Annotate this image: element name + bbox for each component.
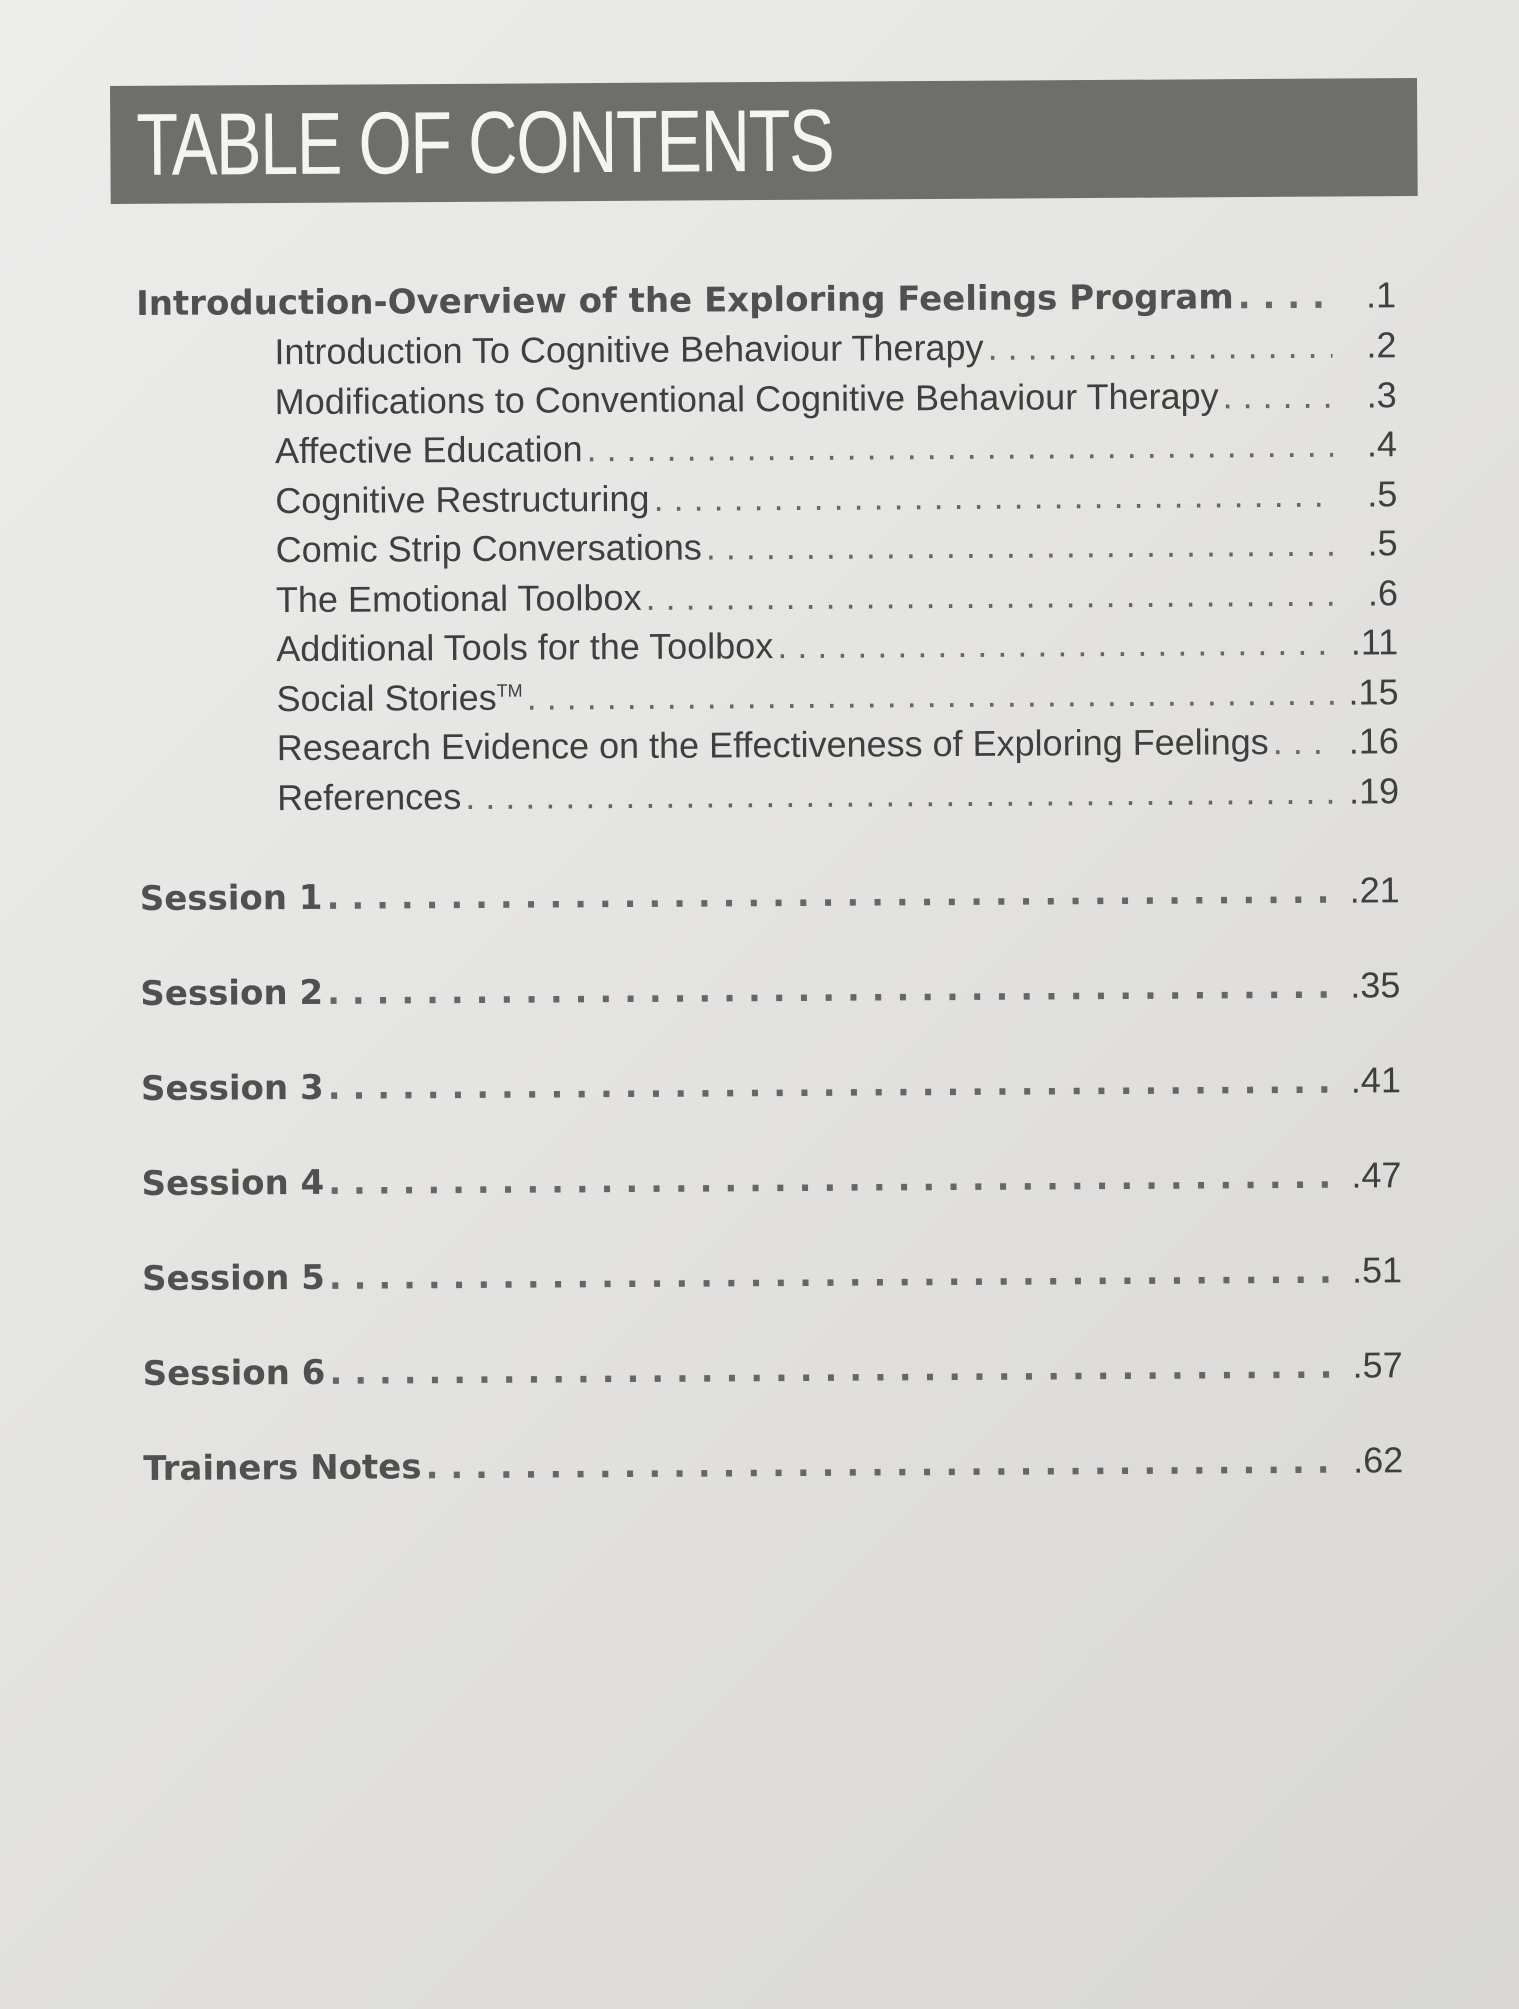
toc-subentry	[139, 770, 1399, 827]
dot-leader	[328, 1062, 1337, 1108]
dot-leader	[586, 424, 1333, 471]
dot-leader	[527, 671, 1335, 718]
toc-page-number: .1	[1365, 274, 1397, 316]
toc-page-number: .4	[1366, 423, 1398, 465]
toc-subentry-label: Additional Tools for the Toolbox	[276, 625, 774, 670]
dot-leader	[1238, 277, 1333, 318]
title-banner	[110, 78, 1418, 204]
toc-page-number: .5	[1367, 472, 1398, 514]
dot-leader	[706, 523, 1334, 569]
dot-leader	[328, 1157, 1337, 1203]
toc-subentry-label: References	[277, 775, 462, 818]
toc-entry-label: Session 1	[139, 877, 323, 919]
toc-subentry	[136, 324, 1396, 381]
section-spacer	[139, 819, 1399, 877]
dot-leader	[645, 572, 1334, 618]
toc-page-number: .5	[1367, 522, 1398, 564]
toc-entry-session-1	[140, 869, 1400, 927]
toc-page-number: .11	[1350, 621, 1399, 663]
toc-subentry	[138, 621, 1398, 678]
toc-subentry-label: Modifications to Conventional Cognitive Behaviour Therapy	[274, 374, 1219, 422]
toc-subentry	[138, 671, 1398, 728]
toc-subentry-label: Cognitive Restructuring	[275, 477, 650, 521]
dot-leader	[1273, 721, 1335, 763]
toc-subentry-label: Affective Education	[274, 428, 583, 472]
toc-page-number: .3	[1366, 373, 1397, 415]
toc-entry-session-2	[140, 964, 1400, 1022]
dot-leader	[987, 325, 1332, 369]
toc-page-number: .62	[1353, 1439, 1404, 1481]
toc-page-number: .6	[1367, 571, 1399, 613]
toc-entry-session-6	[143, 1344, 1403, 1402]
toc-page-number: .35	[1350, 964, 1401, 1006]
toc-page-number: .57	[1352, 1344, 1403, 1386]
toc-subentry-label: The Emotional Toolbox	[275, 576, 642, 620]
toc-page-number: .21	[1349, 869, 1400, 911]
toc-subentry-label: Research Evidence on the Effectiveness of Exploring Feelings	[276, 721, 1269, 769]
dot-leader	[465, 770, 1335, 817]
toc-entry-session-4	[141, 1154, 1401, 1212]
toc-subentry	[138, 522, 1398, 579]
toc-page-number: .51	[1351, 1249, 1403, 1291]
toc-page-number: .15	[1348, 670, 1399, 713]
trademark-mark: TM	[496, 680, 523, 701]
dot-leader	[329, 1347, 1338, 1393]
toc-subentry-label: Comic Strip Conversations	[275, 526, 702, 571]
toc-subentry	[137, 473, 1397, 530]
toc-entry-label: Session 5	[141, 1257, 325, 1299]
toc-entry-label: Introduction-Overview of the Exploring Feelings Program	[136, 277, 1234, 324]
toc-page-number: .16	[1348, 720, 1399, 762]
dot-leader	[326, 872, 1335, 918]
dot-leader	[777, 622, 1334, 667]
dot-leader	[653, 473, 1333, 519]
toc-page-number: .19	[1348, 769, 1400, 812]
toc-page-number: .41	[1350, 1059, 1402, 1101]
dot-leader	[1222, 374, 1332, 417]
toc-entry-label: Session 4	[141, 1162, 325, 1204]
toc-entry-label: Trainers Notes	[143, 1447, 422, 1489]
toc-subentry-label	[276, 676, 522, 720]
toc-subentry	[137, 374, 1397, 431]
toc-page-number: .47	[1351, 1154, 1402, 1196]
toc-subentry-text: Social Stories	[276, 676, 497, 719]
toc-entry-label: Session 3	[140, 1067, 324, 1109]
toc-entry-session-3	[141, 1059, 1401, 1117]
toc-subentry	[138, 572, 1398, 629]
table-of-contents	[136, 274, 1404, 1542]
dot-leader	[329, 1252, 1338, 1298]
toc-entry-trainers-notes	[143, 1439, 1403, 1497]
toc-entry-session-5	[142, 1249, 1402, 1307]
dot-leader	[425, 1442, 1339, 1488]
dot-leader	[327, 967, 1336, 1013]
toc-subentry-label: Introduction To Cognitive Behaviour Therapy	[274, 326, 984, 373]
toc-page-number: .2	[1366, 324, 1397, 366]
toc-entry-label: Session 6	[142, 1352, 326, 1394]
toc-entry-introduction	[136, 274, 1396, 332]
toc-subentry	[139, 720, 1399, 777]
toc-entry-label: Session 2	[140, 972, 324, 1014]
toc-subentry	[137, 423, 1397, 480]
page-title: TABLE OF CONTENTS	[136, 90, 834, 194]
